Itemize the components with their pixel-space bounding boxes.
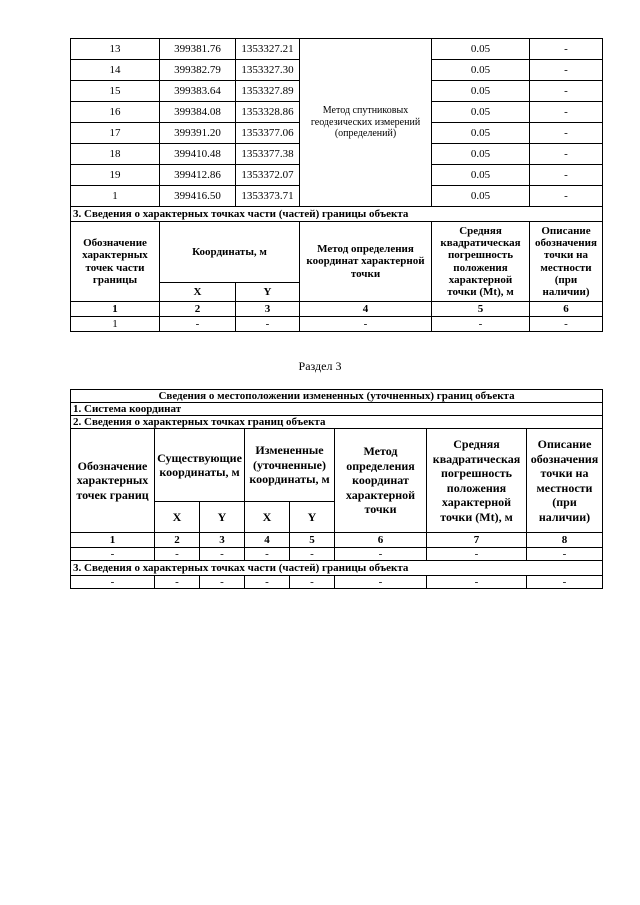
accuracy: 0.05 <box>432 123 530 144</box>
table-cell: - <box>245 576 290 589</box>
header-y: Y <box>290 502 335 533</box>
accuracy: 0.05 <box>432 60 530 81</box>
section2-title: 2. Сведения о характерных точках границ объекта <box>71 416 603 429</box>
header-designation: Обозначение характерных точек границ <box>71 429 155 533</box>
table-cell: - <box>200 548 245 561</box>
description: - <box>530 60 603 81</box>
header-x: X <box>155 502 200 533</box>
section3-title: 3. Сведения о характерных точках части (частей) границы объекта <box>71 561 603 576</box>
table-cell: - <box>290 576 335 589</box>
coord-x: 399384.08 <box>160 102 236 123</box>
table-cell: - <box>527 576 603 589</box>
table-row <box>71 548 603 561</box>
section3-title: 3. Сведения о характерных точках части (частей) границы объекта <box>71 207 603 222</box>
section-header-row <box>71 561 603 576</box>
table-cell: - <box>427 548 527 561</box>
table-row <box>71 576 603 589</box>
table-title-row <box>71 390 603 403</box>
coord-y: 1353372.07 <box>236 165 300 186</box>
description: - <box>530 123 603 144</box>
column-number: 5 <box>432 302 530 317</box>
accuracy: 0.05 <box>432 144 530 165</box>
coord-x: 399410.48 <box>160 144 236 165</box>
header-changed-coords: Измененные (уточненные) координаты, м <box>245 429 335 502</box>
table-cell: 1 <box>71 317 160 332</box>
column-number: 3 <box>200 533 245 548</box>
header-coords: Координаты, м <box>160 222 300 283</box>
column-number: 6 <box>335 533 427 548</box>
header-accuracy: Средняя квадратическая погрешность положения характерной точки (Mt), м <box>427 429 527 533</box>
header-existing-coords: Существующие координаты, м <box>155 429 245 502</box>
changed-boundaries-table <box>70 389 603 589</box>
point-number: 18 <box>71 144 160 165</box>
header-description: Описание обозначения точки на местности (при наличии) <box>527 429 603 533</box>
table-cell: - <box>432 317 530 332</box>
coord-y: 1353377.06 <box>236 123 300 144</box>
points-table <box>70 38 603 332</box>
coord-y: 1353327.21 <box>236 39 300 60</box>
point-number: 14 <box>71 60 160 81</box>
column-number: 8 <box>527 533 603 548</box>
column-number: 3 <box>236 302 300 317</box>
column-number: 2 <box>160 302 236 317</box>
header-description: Описание обозначения точки на местности (при наличии) <box>530 222 603 302</box>
table-cell: - <box>335 576 427 589</box>
coord-x: 399391.20 <box>160 123 236 144</box>
table-cell: - <box>160 317 236 332</box>
table-row <box>71 39 603 60</box>
coord-x: 399412.86 <box>160 165 236 186</box>
column-numbers-row <box>71 533 603 548</box>
coord-x: 399382.79 <box>160 60 236 81</box>
table-cell: - <box>245 548 290 561</box>
column-number: 4 <box>300 302 432 317</box>
point-number: 15 <box>71 81 160 102</box>
header-y: Y <box>236 283 300 302</box>
coord-y: 1353377.38 <box>236 144 300 165</box>
table-cell: - <box>530 317 603 332</box>
table-cell: - <box>155 576 200 589</box>
table-cell: - <box>527 548 603 561</box>
column-number: 7 <box>427 533 527 548</box>
section-header-row <box>71 403 603 416</box>
accuracy: 0.05 <box>432 186 530 207</box>
coord-x: 399416.50 <box>160 186 236 207</box>
column-number: 2 <box>155 533 200 548</box>
coord-y: 1353373.71 <box>236 186 300 207</box>
table-cell: - <box>71 576 155 589</box>
point-number: 13 <box>71 39 160 60</box>
header-row <box>71 429 603 502</box>
coord-x: 399381.76 <box>160 39 236 60</box>
header-y: Y <box>200 502 245 533</box>
accuracy: 0.05 <box>432 165 530 186</box>
method-cell: Метод спутниковых геодезических измерений (определений) <box>300 39 432 207</box>
coord-y: 1353328.86 <box>236 102 300 123</box>
point-number: 17 <box>71 123 160 144</box>
table-title: Сведения о местоположении измененных (уточненных) границ объекта <box>71 390 603 403</box>
coord-y: 1353327.89 <box>236 81 300 102</box>
header-accuracy: Средняя квадратическая погрешность положения характерной точки (Mt), м <box>432 222 530 302</box>
table-cell: - <box>71 548 155 561</box>
section-header-row <box>71 416 603 429</box>
section-header-row <box>71 207 603 222</box>
table-cell: - <box>300 317 432 332</box>
header-x: X <box>245 502 290 533</box>
accuracy: 0.05 <box>432 81 530 102</box>
table-cell: - <box>236 317 300 332</box>
description: - <box>530 186 603 207</box>
coord-x: 399383.64 <box>160 81 236 102</box>
column-number: 4 <box>245 533 290 548</box>
header-designation: Обозначение характерных точек части границы <box>71 222 160 302</box>
column-number: 5 <box>290 533 335 548</box>
table-cell: - <box>290 548 335 561</box>
accuracy: 0.05 <box>432 39 530 60</box>
header-method: Метод определения координат характерной точки <box>300 222 432 302</box>
description: - <box>530 144 603 165</box>
header-x: X <box>160 283 236 302</box>
description: - <box>530 102 603 123</box>
header-row <box>71 222 603 283</box>
table-cell: - <box>427 576 527 589</box>
point-number: 19 <box>71 165 160 186</box>
column-number: 6 <box>530 302 603 317</box>
description: - <box>530 39 603 60</box>
description: - <box>530 81 603 102</box>
table-cell: - <box>155 548 200 561</box>
accuracy: 0.05 <box>432 102 530 123</box>
section1-title: 1. Система координат <box>71 403 603 416</box>
point-number: 16 <box>71 102 160 123</box>
column-number: 1 <box>71 302 160 317</box>
coord-y: 1353327.30 <box>236 60 300 81</box>
point-number: 1 <box>71 186 160 207</box>
column-number: 1 <box>71 533 155 548</box>
header-method: Метод определения координат характерной точки <box>335 429 427 533</box>
section-label: Раздел 3 <box>298 359 342 373</box>
table-row <box>71 317 603 332</box>
description: - <box>530 165 603 186</box>
table-cell: - <box>335 548 427 561</box>
column-numbers-row <box>71 302 603 317</box>
table-cell: - <box>200 576 245 589</box>
